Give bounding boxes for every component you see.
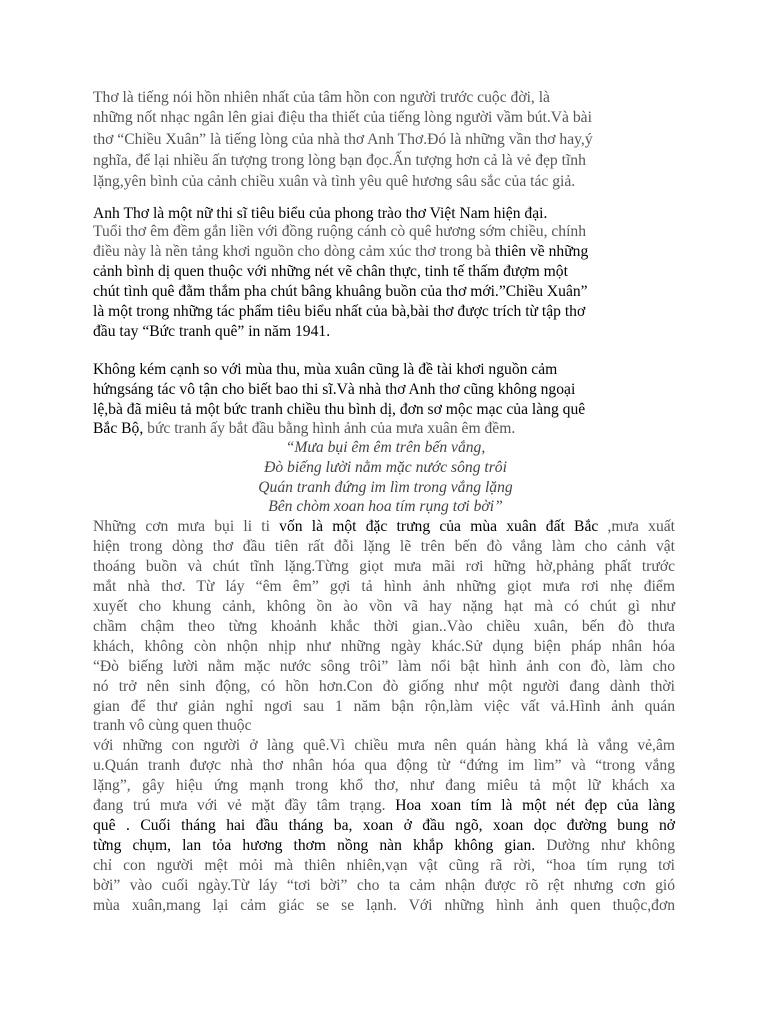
p4-line-2: hiện trong dòng thơ đầu tiên rất đỗi lặng lẽ trên bến đò vắng làm cho cảnh vật	[93, 538, 675, 555]
p2-line-1: Anh Thơ là một nữ thi sĩ tiêu biểu của phong trào thơ Việt Nam hiện đại.	[93, 205, 548, 222]
p4-line-13: u.Quán tranh được nhà thơ nhân hóa qua động từ “đứng im lìm” và “trong vắng	[93, 757, 675, 774]
p1-line-4: nghĩa, để lại nhiều ấn tượng trong lòng bạn đọc.Ấn tượng hơn cả là vẻ đẹp tĩnh	[93, 152, 586, 169]
p4-line-8: “Đò biếng lười nằm mặc nước sông trôi” làm nổi bật hình ảnh con đò, làm cho	[93, 658, 675, 675]
p2-line-3	[93, 242, 588, 262]
p4-line-19: bời” vào cuối ngày.Từ láy “tơi bời” cho ta cảm nhận được rõ rệt nhưng cơn gió	[93, 877, 675, 894]
p4-line-18: chỉ con người mệt mỏi mà thiên nhiên,vạn vật cũng rã rời, “hoa tím rụng tơi	[93, 857, 675, 874]
p1-line-1: Thơ là tiếng nói hồn nhiên nhất của tâm hồn con người trước cuộc đời, là	[93, 89, 550, 106]
p3-line-3: lệ,bà đã miêu tả một bức tranh chiều thu bình dị, đơn sơ mộc mạc của làng quê	[93, 401, 586, 418]
p4-line-12: với những con người ở làng quê.Vì chiều mưa nên quán hàng khá là vắng vẻ,âm	[93, 737, 675, 754]
p4-line-14: lặng”, gây hiệu ứng mạnh trong khổ thơ, như đang miêu tả một lữ khách xa	[93, 777, 675, 794]
p4-line-16: quê . Cuối tháng hai đầu tháng ba, xoan ở đầu ngõ, xoan dọc đường bung nở	[93, 817, 675, 834]
p4-line-1	[93, 517, 675, 537]
p4-line-1-part-a: Những cơn mưa bụi li ti	[93, 518, 280, 535]
p4-line-15-part-b: Hoa xoan tím là một nét đẹp của làng	[395, 797, 675, 814]
p4-line-17	[93, 836, 675, 856]
verse-line-1: “Mưa bụi êm êm trên bến vắng,	[285, 439, 486, 456]
p2-line-3-part-b: thiên về những	[494, 243, 589, 260]
p1-line-5: lặng,yên bình của cảnh chiều xuân và tình yêu quê hương sâu sắc của tác giả.	[93, 173, 576, 190]
p4-line-11: tranh vô cùng quen thuộc	[93, 717, 252, 734]
p1-line-3: thơ “Chiều Xuân” là tiếng lòng của nhà thơ Anh Thơ.Đó là những vần thơ hay,ý	[93, 131, 593, 148]
p3-line-4-part-b: bức tranh ấy bắt đầu bằng hình ảnh của mưa xuân êm đềm.	[147, 420, 516, 437]
p1-line-2: những nốt nhạc ngân lên giai điệu tha thiết của tiếng lòng người vầm bút.Và bài	[93, 109, 592, 126]
p4-line-3: thoáng buồn và chút tĩnh lặng.Từng giọt mưa mãi rơi hững hờ,phảng phất trước	[93, 558, 675, 575]
p3-line-1: Không kém cạnh so với mùa thu, mùa xuân cũng là đề tài khơi nguồn cảm	[93, 361, 558, 378]
p2-line-3-part-a: điều này là nền tảng khơi nguồn cho dòng cảm xúc thơ trong bà	[93, 243, 495, 260]
p4-line-6: chầm chậm theo từng khoảnh khắc thời gian..Vào chiều xuân, bến đò thưa	[93, 618, 675, 635]
p4-line-1-part-b: vốn là một đặc trưng của mùa xuân đất Bắc	[279, 518, 608, 535]
p2-line-4: cảnh bình dị quen thuộc với những nét vẽ chân thực, tinh tế thấm đượm một	[93, 263, 568, 280]
p4-line-9: nó trở nên sinh động, có hồn hơn.Con đò giống như một người đang dành thời	[93, 678, 675, 695]
p2-line-7: đầu tay “Bức tranh quê” in năm 1941.	[93, 323, 331, 340]
p4-line-15-part-a: đang trú mưa với vẻ mặt đầy tâm trạng.	[93, 797, 396, 814]
p4-line-5: xuyết cho khung cảnh, không ồn ào vồn vã hay nặng hạt mà có chút gì như	[93, 598, 675, 615]
p3-line-2: hứngsáng tác vô tận cho biết bao thi sĩ.Và nhà thơ Anh thơ cũng không ngoại	[93, 381, 576, 398]
p3-line-4	[93, 419, 515, 439]
p2-line-2: Tuổi thơ êm đềm gắn liền với đồng ruộng cánh cò quê hương sớm chiều, chính	[93, 223, 587, 240]
verse-line-2: Đò biếng lười nằm mặc nước sông trôi	[264, 459, 507, 476]
p2-line-5: chút tình quê đằm thắm pha chút bâng khuâng buồn của thơ mới.”Chiều Xuân”	[93, 283, 588, 300]
p4-line-20: mùa xuân,mang lại cảm giác se se lạnh. Với những hình ảnh quen thuộc,đơn	[93, 897, 675, 914]
p4-line-17-part-a: từng chụm, lan tỏa hương thơm nồng nàn khắp không gian.	[93, 837, 547, 854]
p4-line-4: mắt nhà thơ. Từ láy “êm êm” gợi tả hình ảnh những giọt mưa rơi nhẹ điểm	[93, 578, 675, 595]
p4-line-7: khách, không còn nhộn nhịp như những ngày khác.Sử dụng biện pháp nhân hóa	[93, 638, 675, 655]
p4-line-15	[93, 796, 675, 816]
verse-line-4: Bên chòm xoan hoa tím rụng tơi bời”	[268, 498, 503, 515]
p4-line-1-part-c: ,mưa xuất	[607, 518, 675, 535]
p4-line-17-part-b: Dường như không	[546, 837, 675, 854]
verse-line-3: Quán tranh đứng im lìm trong vắng lặng	[258, 479, 513, 496]
p3-line-4-part-a: Bắc Bộ,	[93, 420, 148, 437]
p2-line-6: là một trong những tác phẩm tiêu biểu nhất của bà,bài thơ được trích từ tập thơ	[93, 303, 586, 320]
p4-line-10: gian để thư giản nghỉ ngơi sau 1 năm bận rộn,làm việc vất vả.Hình ảnh quán	[93, 698, 675, 715]
